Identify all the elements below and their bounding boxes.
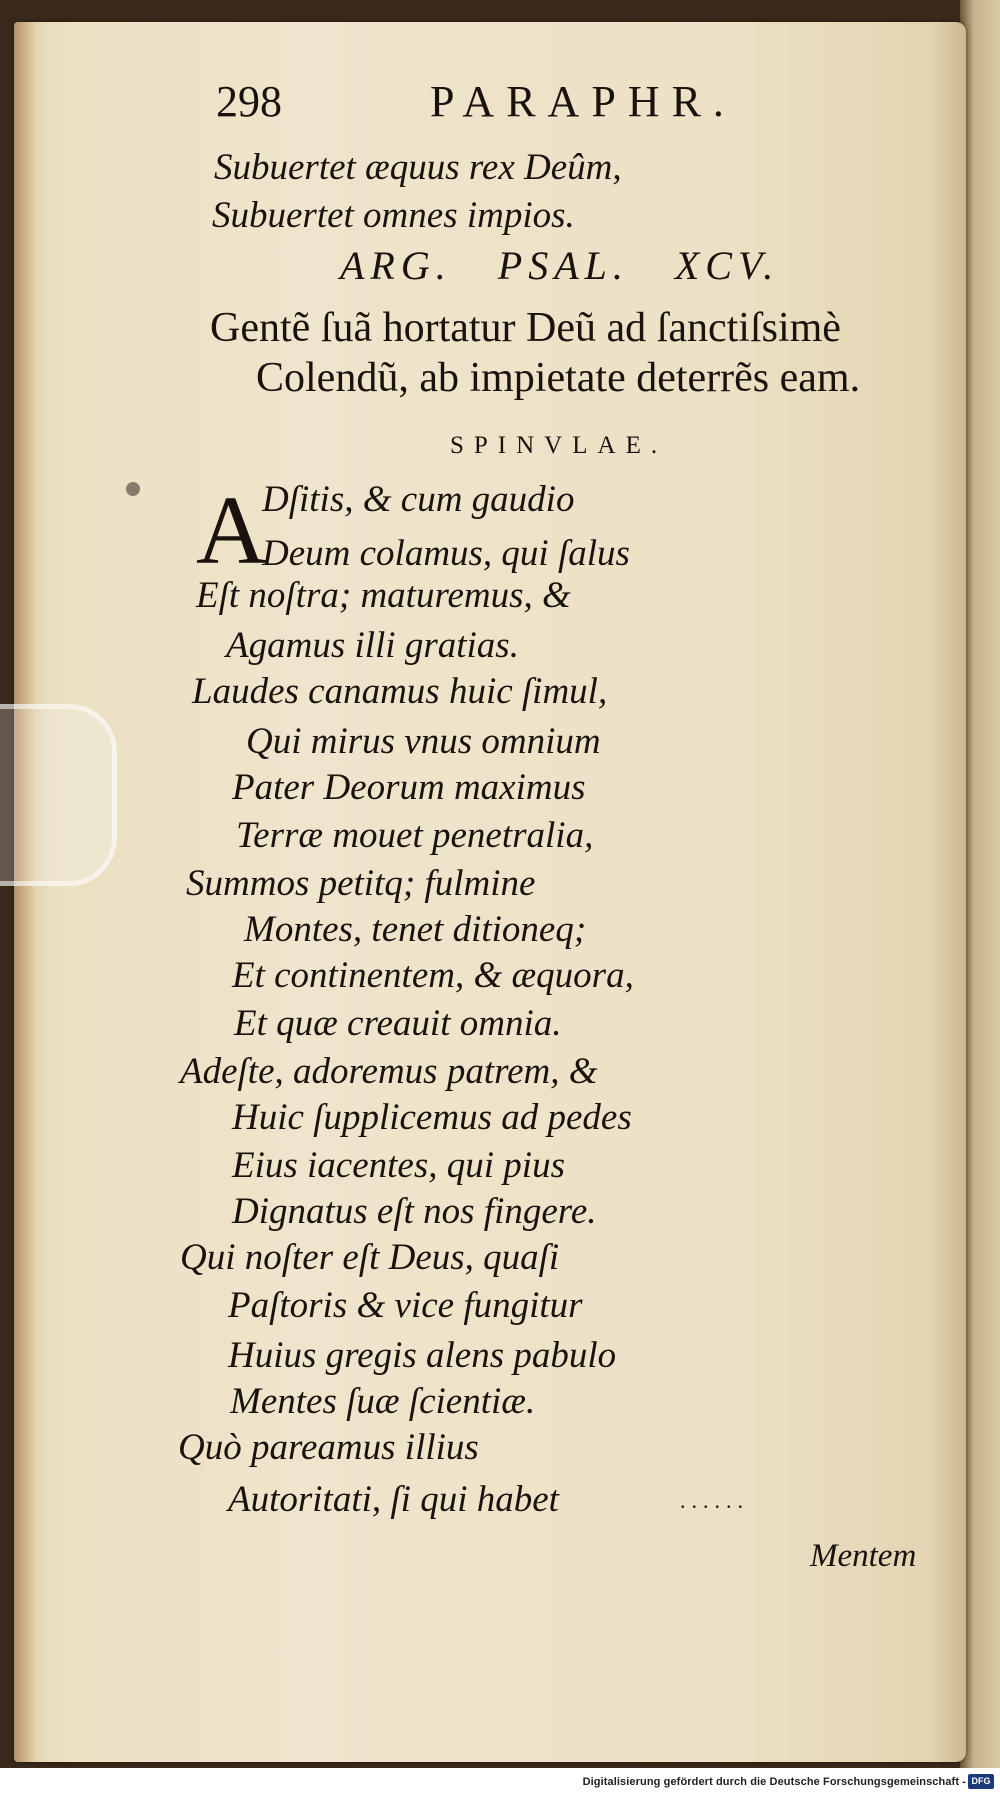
argument-title: ARG. PSAL. XCV.: [340, 243, 780, 288]
page-gutter-shadow: [14, 22, 36, 1762]
poem-line: Dignatus eſt nos fingere.: [232, 1191, 597, 1232]
poem-line: Et continentem, & æquora,: [232, 955, 634, 996]
running-head: PARAPHR.: [430, 77, 736, 126]
digitization-credit: Digitalisierung gefördert durch die Deutsche Forschungsgemeinschaft -: [582, 1776, 966, 1788]
poem-line: Montes, tenet ditioneq;: [244, 909, 587, 950]
poem-line: Eius iacentes, qui pius: [232, 1145, 565, 1186]
poem-line: Qui mirus vnus omnium: [246, 721, 601, 762]
verse-line: Subuertet æquus rex Deûm,: [214, 147, 622, 188]
poem-line: Eſt noſtra; maturemus, &: [196, 575, 571, 616]
poem-line: Mentes ſuæ ſcientiæ.: [230, 1381, 536, 1422]
poem-line: Adeſte, adoremus patrem, &: [180, 1051, 598, 1092]
trailing-dots: ......: [680, 1488, 749, 1513]
catchword: Mentem: [810, 1538, 917, 1574]
poem-line: Huic ſupplicemus ad pedes: [232, 1097, 632, 1138]
poem-line: Laudes canamus huic ſimul,: [192, 671, 608, 712]
drop-cap: A: [196, 477, 267, 585]
poem-line: Paſtoris & vice fungitur: [228, 1285, 583, 1326]
poem-line: Dſitis, & cum gaudio: [262, 479, 575, 520]
poem-line: Autoritati, ſi qui habet: [228, 1479, 559, 1520]
poem-line: Pater Deorum maximus: [232, 767, 586, 808]
dfg-logo-icon: DFG: [968, 1774, 994, 1789]
argument-line: Gentẽ ſuã hortatur Deũ ad ſanctiſsimè: [210, 305, 841, 351]
argument-line: Colendũ, ab impietate deterrẽs eam.: [256, 355, 861, 401]
page-number: 298: [216, 77, 282, 126]
poem-line: Agamus illi gratias.: [226, 625, 519, 666]
poem-line: Terræ mouet penetralia,: [236, 815, 594, 856]
bookmark-ribbon: [0, 704, 117, 886]
paper-speck: [126, 482, 140, 496]
poem-line: Deum colamus, qui ſalus: [262, 533, 630, 574]
facing-page-edge: [960, 0, 1000, 1796]
poem-line: Et quæ creauit omnia.: [234, 1003, 562, 1044]
poem-line: Qui noſter eſt Deus, quaſi: [180, 1237, 560, 1278]
poem-line: Huius gregis alens pabulo: [228, 1335, 617, 1376]
section-label: SPINVLAE.: [450, 432, 668, 459]
poem-line: Quò pareamus illius: [178, 1427, 479, 1468]
verse-line: Subuertet omnes impios.: [212, 195, 575, 236]
poem-line: Summos petitq; fulmine: [186, 863, 536, 904]
